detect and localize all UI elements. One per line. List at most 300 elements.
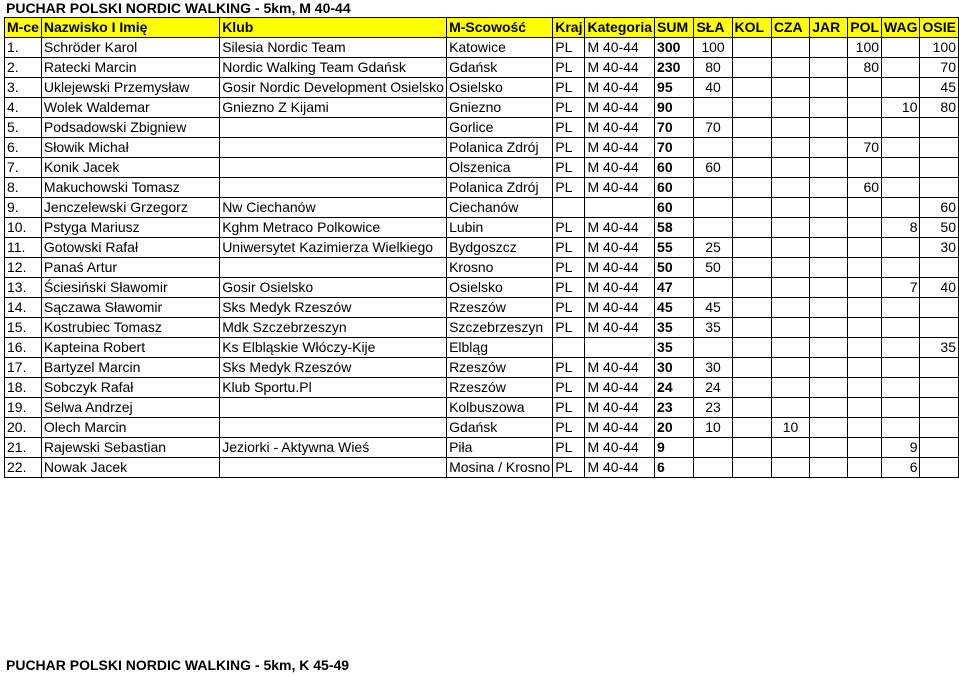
sla-score-cell: 24 [694,378,732,398]
results-table [4,17,959,478]
name-cell: Sączawa Sławomir [41,298,219,318]
table-row [5,298,959,318]
name-cell: Sobczyk Rafał [41,378,219,398]
cza-score-cell [771,318,809,338]
name-cell: Selwa Andrzej [41,398,219,418]
category-cell: M 40-44 [585,298,655,318]
wag-score-cell: 6 [882,458,920,478]
country-cell: PL [553,458,585,478]
club-cell [220,138,447,158]
rank-cell: 18. [5,378,42,398]
country-cell: PL [553,158,585,178]
jar-score-cell [810,358,848,378]
name-cell: Olech Marcin [41,418,219,438]
club-cell: Gosir Nordic Development Osielsko [220,78,447,98]
kol-score-cell [732,418,771,438]
rank-cell: 7. [5,158,42,178]
wag-score-cell [882,38,920,58]
column-header: JAR [810,18,848,38]
city-cell: Bydgoszcz [447,238,553,258]
name-cell: Podsadowski Zbigniew [41,118,219,138]
club-cell: Mdk Szczebrzeszyn [220,318,447,338]
osie-score-cell [920,358,959,378]
cza-score-cell [771,118,809,138]
city-cell: Olszenica [447,158,553,178]
rank-cell: 4. [5,98,42,118]
wag-score-cell [882,238,920,258]
sum-cell: 9 [655,438,694,458]
osie-score-cell [920,378,959,398]
sum-cell: 47 [655,278,694,298]
club-cell [220,158,447,178]
kol-score-cell [732,118,771,138]
header-row [5,18,959,38]
cza-score-cell [771,38,809,58]
wag-score-cell [882,358,920,378]
wag-score-cell: 8 [882,218,920,238]
sum-cell: 6 [655,458,694,478]
kol-score-cell [732,158,771,178]
category-cell: M 40-44 [585,318,655,338]
city-cell: Szczebrzeszyn [447,318,553,338]
pol-score-cell [848,118,882,138]
category-cell: M 40-44 [585,178,655,198]
sum-cell: 30 [655,358,694,378]
pol-score-cell [848,358,882,378]
osie-score-cell [920,118,959,138]
city-cell: Polanica Zdrój [447,138,553,158]
wag-score-cell [882,118,920,138]
table-row [5,238,959,258]
city-cell: Krosno [447,258,553,278]
rank-cell: 5. [5,118,42,138]
category-cell: M 40-44 [585,58,655,78]
table-row [5,178,959,198]
club-cell: Uniwersytet Kazimierza Wielkiego [220,238,447,258]
sla-score-cell [694,218,732,238]
cza-score-cell [771,378,809,398]
table-row [5,278,959,298]
kol-score-cell [732,458,771,478]
wag-score-cell [882,298,920,318]
wag-score-cell [882,138,920,158]
cza-score-cell [771,98,809,118]
sla-score-cell: 35 [694,318,732,338]
country-cell: PL [553,298,585,318]
jar-score-cell [810,198,848,218]
jar-score-cell [810,438,848,458]
pol-score-cell [848,298,882,318]
column-header: Kraj [553,18,585,38]
sum-cell: 35 [655,318,694,338]
club-cell [220,258,447,278]
sum-cell: 70 [655,138,694,158]
jar-score-cell [810,258,848,278]
sum-cell: 58 [655,218,694,238]
country-cell: PL [553,398,585,418]
table-row [5,398,959,418]
sla-score-cell [694,278,732,298]
cza-score-cell [771,358,809,378]
city-cell: Rzeszów [447,298,553,318]
country-cell: PL [553,358,585,378]
club-cell: Sks Medyk Rzeszów [220,298,447,318]
pol-score-cell [848,98,882,118]
column-header: WAG [882,18,920,38]
sla-score-cell [694,198,732,218]
sla-score-cell [694,98,732,118]
sla-score-cell: 100 [694,38,732,58]
wag-score-cell [882,418,920,438]
column-header: SUM [655,18,694,38]
category-cell: M 40-44 [585,238,655,258]
sum-cell: 24 [655,378,694,398]
pol-score-cell [848,318,882,338]
name-cell: Ściesiński Sławomir [41,278,219,298]
category-cell: M 40-44 [585,158,655,178]
name-cell: Ratecki Marcin [41,58,219,78]
city-cell: Osielsko [447,78,553,98]
club-cell: Gosir Osielsko [220,278,447,298]
city-cell: Rzeszów [447,378,553,398]
table-row [5,458,959,478]
pol-score-cell [848,198,882,218]
osie-score-cell [920,178,959,198]
results-body [5,38,959,478]
sla-score-cell: 45 [694,298,732,318]
name-cell: Gotowski Rafał [41,238,219,258]
kol-score-cell [732,218,771,238]
pol-score-cell: 80 [848,58,882,78]
kol-score-cell [732,98,771,118]
club-cell: Nw Ciechanów [220,198,447,218]
name-cell: Kostrubiec Tomasz [41,318,219,338]
jar-score-cell [810,378,848,398]
table-row [5,218,959,238]
sla-score-cell: 60 [694,158,732,178]
club-cell [220,458,447,478]
column-header: CZA [771,18,809,38]
jar-score-cell [810,298,848,318]
club-cell [220,178,447,198]
table-row [5,158,959,178]
country-cell: PL [553,418,585,438]
osie-score-cell [920,138,959,158]
pol-score-cell [848,438,882,458]
club-cell [220,118,447,138]
pol-score-cell [848,218,882,238]
name-cell: Uklejewski Przemysław [41,78,219,98]
name-cell: Panaś Artur [41,258,219,278]
sla-score-cell: 50 [694,258,732,278]
kol-score-cell [732,278,771,298]
country-cell: PL [553,138,585,158]
wag-score-cell [882,398,920,418]
name-cell: Pstyga Mariusz [41,218,219,238]
city-cell: Osielsko [447,278,553,298]
table-row [5,378,959,398]
country-cell [553,198,585,218]
rank-cell: 20. [5,418,42,438]
category-cell: M 40-44 [585,378,655,398]
jar-score-cell [810,98,848,118]
rank-cell: 6. [5,138,42,158]
kol-score-cell [732,78,771,98]
osie-score-cell: 70 [920,58,959,78]
table-row [5,418,959,438]
wag-score-cell [882,158,920,178]
rank-cell: 17. [5,358,42,378]
club-cell: Nordic Walking Team Gdańsk [220,58,447,78]
table-row [5,98,959,118]
city-cell: Kolbuszowa [447,398,553,418]
wag-score-cell [882,258,920,278]
name-cell: Kapteina Robert [41,338,219,358]
rank-cell: 2. [5,58,42,78]
city-cell: Gdańsk [447,58,553,78]
city-cell: Gdańsk [447,418,553,438]
wag-score-cell [882,318,920,338]
club-cell: Klub Sportu.Pl [220,378,447,398]
country-cell: PL [553,438,585,458]
cza-score-cell [771,438,809,458]
cza-score-cell [771,198,809,218]
jar-score-cell [810,218,848,238]
wag-score-cell [882,198,920,218]
sum-cell: 60 [655,158,694,178]
column-header: OSIE [920,18,959,38]
kol-score-cell [732,358,771,378]
pol-score-cell [848,258,882,278]
sla-score-cell [694,438,732,458]
city-cell: Ciechanów [447,198,553,218]
country-cell: PL [553,38,585,58]
pol-score-cell [848,78,882,98]
cza-score-cell [771,258,809,278]
column-header: KOL [732,18,771,38]
sum-cell: 230 [655,58,694,78]
pol-score-cell [848,278,882,298]
name-cell: Rajewski Sebastian [41,438,219,458]
kol-score-cell [732,238,771,258]
jar-score-cell [810,78,848,98]
sum-cell: 300 [655,38,694,58]
country-cell: PL [553,218,585,238]
category-cell: M 40-44 [585,138,655,158]
pol-score-cell [848,238,882,258]
rank-cell: 22. [5,458,42,478]
kol-score-cell [732,258,771,278]
name-cell: Wolek Waldemar [41,98,219,118]
category-cell: M 40-44 [585,358,655,378]
sla-score-cell: 70 [694,118,732,138]
table-row [5,138,959,158]
osie-score-cell: 80 [920,98,959,118]
next-section-title: PUCHAR POLSKI NORDIC WALKING - 5km, K 45-49 [6,657,350,673]
club-cell: Gniezno Z Kijami [220,98,447,118]
kol-score-cell [732,338,771,358]
sum-cell: 60 [655,178,694,198]
pol-score-cell [848,378,882,398]
rank-cell: 15. [5,318,42,338]
table-row [5,358,959,378]
sla-score-cell [694,458,732,478]
country-cell: PL [553,278,585,298]
category-cell: M 40-44 [585,118,655,138]
osie-score-cell: 50 [920,218,959,238]
country-cell: PL [553,118,585,138]
country-cell: PL [553,78,585,98]
cza-score-cell [771,58,809,78]
category-cell: M 40-44 [585,278,655,298]
sla-score-cell [694,338,732,358]
column-header: M-Scowość [447,18,553,38]
category-cell: M 40-44 [585,98,655,118]
kol-score-cell [732,178,771,198]
sum-cell: 70 [655,118,694,138]
osie-score-cell [920,158,959,178]
wag-score-cell [882,178,920,198]
osie-score-cell [920,258,959,278]
rank-cell: 19. [5,398,42,418]
rank-cell: 16. [5,338,42,358]
city-cell: Polanica Zdrój [447,178,553,198]
country-cell: PL [553,238,585,258]
city-cell: Katowice [447,38,553,58]
osie-score-cell [920,458,959,478]
rank-cell: 1. [5,38,42,58]
page-title: PUCHAR POLSKI NORDIC WALKING - 5km, M 40-44 [6,0,351,16]
city-cell: Piła [447,438,553,458]
cza-score-cell [771,178,809,198]
name-cell: Schröder Karol [41,38,219,58]
table-row [5,198,959,218]
category-cell: M 40-44 [585,398,655,418]
city-cell: Mosina / Krosno [447,458,553,478]
cza-score-cell [771,78,809,98]
jar-score-cell [810,418,848,438]
name-cell: Bartyzel Marcin [41,358,219,378]
jar-score-cell [810,398,848,418]
rank-cell: 10. [5,218,42,238]
table-row [5,118,959,138]
sla-score-cell: 10 [694,418,732,438]
jar-score-cell [810,38,848,58]
column-header: POL [848,18,882,38]
rank-cell: 8. [5,178,42,198]
jar-score-cell [810,138,848,158]
jar-score-cell [810,338,848,358]
table-row [5,318,959,338]
cza-score-cell [771,458,809,478]
kol-score-cell [732,318,771,338]
jar-score-cell [810,118,848,138]
jar-score-cell [810,458,848,478]
city-cell: Gniezno [447,98,553,118]
table-row [5,438,959,458]
kol-score-cell [732,438,771,458]
wag-score-cell: 7 [882,278,920,298]
jar-score-cell [810,278,848,298]
cza-score-cell [771,158,809,178]
kol-score-cell [732,138,771,158]
osie-score-cell: 35 [920,338,959,358]
rank-cell: 12. [5,258,42,278]
wag-score-cell [882,58,920,78]
pol-score-cell [848,418,882,438]
city-cell: Lubin [447,218,553,238]
sum-cell: 60 [655,198,694,218]
category-cell: M 40-44 [585,418,655,438]
sla-score-cell: 80 [694,58,732,78]
column-header: M-ce [5,18,42,38]
name-cell: Słowik Michał [41,138,219,158]
column-header: SŁA [694,18,732,38]
category-cell: M 40-44 [585,38,655,58]
sla-score-cell [694,138,732,158]
kol-score-cell [732,58,771,78]
kol-score-cell [732,378,771,398]
category-cell: M 40-44 [585,78,655,98]
sum-cell: 45 [655,298,694,318]
table-row [5,78,959,98]
jar-score-cell [810,158,848,178]
sum-cell: 23 [655,398,694,418]
cza-score-cell [771,398,809,418]
osie-score-cell: 45 [920,78,959,98]
sum-cell: 20 [655,418,694,438]
kol-score-cell [732,398,771,418]
osie-score-cell: 30 [920,238,959,258]
sla-score-cell: 30 [694,358,732,378]
kol-score-cell [732,298,771,318]
jar-score-cell [810,238,848,258]
jar-score-cell [810,58,848,78]
sum-cell: 50 [655,258,694,278]
cza-score-cell [771,278,809,298]
country-cell: PL [553,98,585,118]
category-cell: M 40-44 [585,458,655,478]
kol-score-cell [732,198,771,218]
cza-score-cell [771,238,809,258]
osie-score-cell: 60 [920,198,959,218]
table-row [5,58,959,78]
pol-score-cell: 100 [848,38,882,58]
wag-score-cell: 9 [882,438,920,458]
sum-cell: 90 [655,98,694,118]
pol-score-cell [848,458,882,478]
sla-score-cell: 25 [694,238,732,258]
sla-score-cell: 23 [694,398,732,418]
sum-cell: 35 [655,338,694,358]
rank-cell: 9. [5,198,42,218]
wag-score-cell [882,78,920,98]
club-cell: Ks Elbląskie Włóczy-Kije [220,338,447,358]
club-cell: Silesia Nordic Team [220,38,447,58]
jar-score-cell [810,318,848,338]
kol-score-cell [732,38,771,58]
category-cell [585,338,655,358]
jar-score-cell [810,178,848,198]
category-cell: M 40-44 [585,218,655,238]
osie-score-cell [920,298,959,318]
category-cell: M 40-44 [585,258,655,278]
pol-score-cell [848,398,882,418]
osie-score-cell: 40 [920,278,959,298]
city-cell: Gorlice [447,118,553,138]
cza-score-cell [771,218,809,238]
pol-score-cell: 60 [848,178,882,198]
